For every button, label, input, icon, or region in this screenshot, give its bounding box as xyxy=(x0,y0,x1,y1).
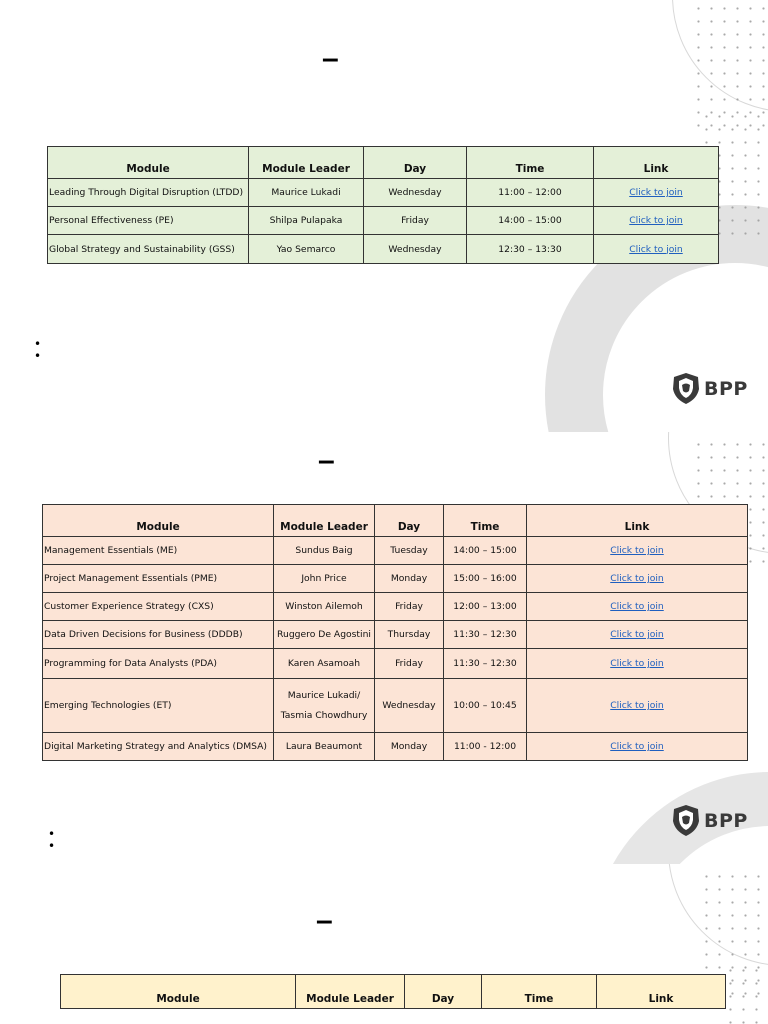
logo-text: BPP xyxy=(704,377,748,400)
column-header-day: Day xyxy=(375,505,444,537)
table-row xyxy=(43,537,748,565)
leader-cell: Sundus Baig xyxy=(274,537,375,565)
leader-cell: Maurice Lukadi xyxy=(249,179,364,207)
join-link[interactable]: Click to join xyxy=(629,243,683,255)
bpp-logo xyxy=(671,804,748,837)
column-header-link: Link xyxy=(594,147,719,179)
column-header-leader: Module Leader xyxy=(249,147,364,179)
join-link[interactable]: Click to join xyxy=(629,215,683,226)
link-cell xyxy=(594,179,719,207)
slide-1 xyxy=(0,0,768,432)
module-cell: Project Management Essentials (PME) xyxy=(43,565,274,593)
module-cell: Customer Experience Strategy (CXS) xyxy=(43,593,274,621)
link-cell xyxy=(527,733,748,761)
module-cell: Emerging Technologies (ET) xyxy=(43,679,274,733)
time-cell: 10:00 – 10:45 xyxy=(444,679,527,733)
bpp-logo xyxy=(671,372,748,405)
link-cell xyxy=(527,565,748,593)
table-row xyxy=(48,235,719,264)
leader-cell: Yao Semarco xyxy=(249,235,364,264)
logo-text: BPP xyxy=(704,809,748,832)
time-cell: 11:30 – 12:30 xyxy=(444,621,527,649)
column-header-link: Link xyxy=(597,975,726,1009)
time-cell: 11:30 – 12:30 xyxy=(444,649,527,679)
column-header-module: Module xyxy=(61,975,296,1009)
leader-line-2: Tasmia Chowdhury xyxy=(280,709,368,721)
leader-cell: Karen Asamoah xyxy=(274,649,375,679)
module-cell: Programming for Data Analysts (PDA) xyxy=(43,649,274,679)
join-link[interactable]: Click to join xyxy=(610,629,664,640)
time-cell: 12:00 – 13:00 xyxy=(444,593,527,621)
join-link[interactable]: Click to join xyxy=(610,658,664,669)
leader-cell: Laura Beaumont xyxy=(274,733,375,761)
module-table xyxy=(42,504,748,761)
bullet-list xyxy=(34,338,41,362)
time-cell: 11:00 - 12:00 xyxy=(444,733,527,761)
day-cell: Wednesday xyxy=(375,679,444,733)
day-cell: Wednesday xyxy=(364,235,467,264)
bullet: • xyxy=(48,827,56,841)
column-header-module: Module xyxy=(43,505,274,537)
slide-heading-dash: – xyxy=(318,444,335,477)
join-link[interactable]: Click to join xyxy=(629,187,683,198)
day-cell: Monday xyxy=(375,565,444,593)
module-table xyxy=(60,974,726,1009)
day-cell: Friday xyxy=(375,649,444,679)
decorative-dot-grid xyxy=(724,964,768,1024)
day-cell: Monday xyxy=(375,733,444,761)
slide-heading-dash: – xyxy=(322,42,339,75)
module-cell: Digital Marketing Strategy and Analytics (DMSA) xyxy=(43,733,274,761)
module-cell: Global Strategy and Sustainability (GSS) xyxy=(48,235,249,264)
bullet: • xyxy=(34,337,42,351)
join-link[interactable]: Click to join xyxy=(610,545,664,556)
table-row xyxy=(48,207,719,235)
time-cell: 12:30 – 13:30 xyxy=(467,235,594,264)
table-row xyxy=(43,649,748,679)
column-header-time: Time xyxy=(444,505,527,537)
join-link[interactable]: Click to join xyxy=(610,741,664,752)
column-header-day: Day xyxy=(405,975,482,1009)
column-header-leader: Module Leader xyxy=(274,505,375,537)
module-cell: Personal Effectiveness (PE) xyxy=(48,207,249,235)
link-cell xyxy=(527,537,748,565)
leader-cell: Ruggero De Agostini xyxy=(274,621,375,649)
slide-2 xyxy=(0,432,768,864)
column-header-day: Day xyxy=(364,147,467,179)
join-link[interactable]: Click to join xyxy=(610,700,664,711)
bpp-lion-logo-icon xyxy=(671,804,701,837)
slide-heading-dash: – xyxy=(316,904,333,937)
leader-cell: Winston Ailemoh xyxy=(274,593,375,621)
bullet: • xyxy=(48,839,56,853)
link-cell xyxy=(594,235,719,264)
link-cell xyxy=(527,621,748,649)
module-cell: Data Driven Decisions for Business (DDDB) xyxy=(43,621,274,649)
link-cell xyxy=(594,207,719,235)
day-cell: Thursday xyxy=(375,621,444,649)
column-header-time: Time xyxy=(482,975,597,1009)
column-header-link: Link xyxy=(527,505,748,537)
leader-cell: Shilpa Pulapaka xyxy=(249,207,364,235)
link-cell xyxy=(527,679,748,733)
time-cell: 14:00 – 15:00 xyxy=(467,207,594,235)
link-cell xyxy=(527,593,748,621)
bullet: • xyxy=(34,349,42,363)
table-row xyxy=(43,593,748,621)
leader-cell xyxy=(274,679,375,733)
time-cell: 11:00 – 12:00 xyxy=(467,179,594,207)
time-cell: 14:00 – 15:00 xyxy=(444,537,527,565)
bpp-lion-logo-icon xyxy=(671,372,701,405)
column-header-leader: Module Leader xyxy=(296,975,405,1009)
table-row xyxy=(48,179,719,207)
column-header-time: Time xyxy=(467,147,594,179)
module-cell: Leading Through Digital Disruption (LTDD) xyxy=(48,179,249,207)
leader-line-1: Maurice Lukadi/ xyxy=(287,689,361,701)
table-row xyxy=(43,679,748,733)
slide-3 xyxy=(0,864,768,1024)
day-cell: Tuesday xyxy=(375,537,444,565)
bullet-list xyxy=(48,828,55,852)
join-link[interactable]: Click to join xyxy=(610,573,664,584)
table-row xyxy=(43,621,748,649)
time-cell: 15:00 – 16:00 xyxy=(444,565,527,593)
link-cell xyxy=(527,649,748,679)
table-row xyxy=(43,733,748,761)
day-cell: Friday xyxy=(375,593,444,621)
join-link[interactable]: Click to join xyxy=(610,601,664,612)
leader-cell: John Price xyxy=(274,565,375,593)
module-cell: Management Essentials (ME) xyxy=(43,537,274,565)
day-cell: Wednesday xyxy=(364,179,467,207)
day-cell: Friday xyxy=(364,207,467,235)
module-table xyxy=(47,146,719,264)
column-header-module: Module xyxy=(48,147,249,179)
table-row xyxy=(43,565,748,593)
